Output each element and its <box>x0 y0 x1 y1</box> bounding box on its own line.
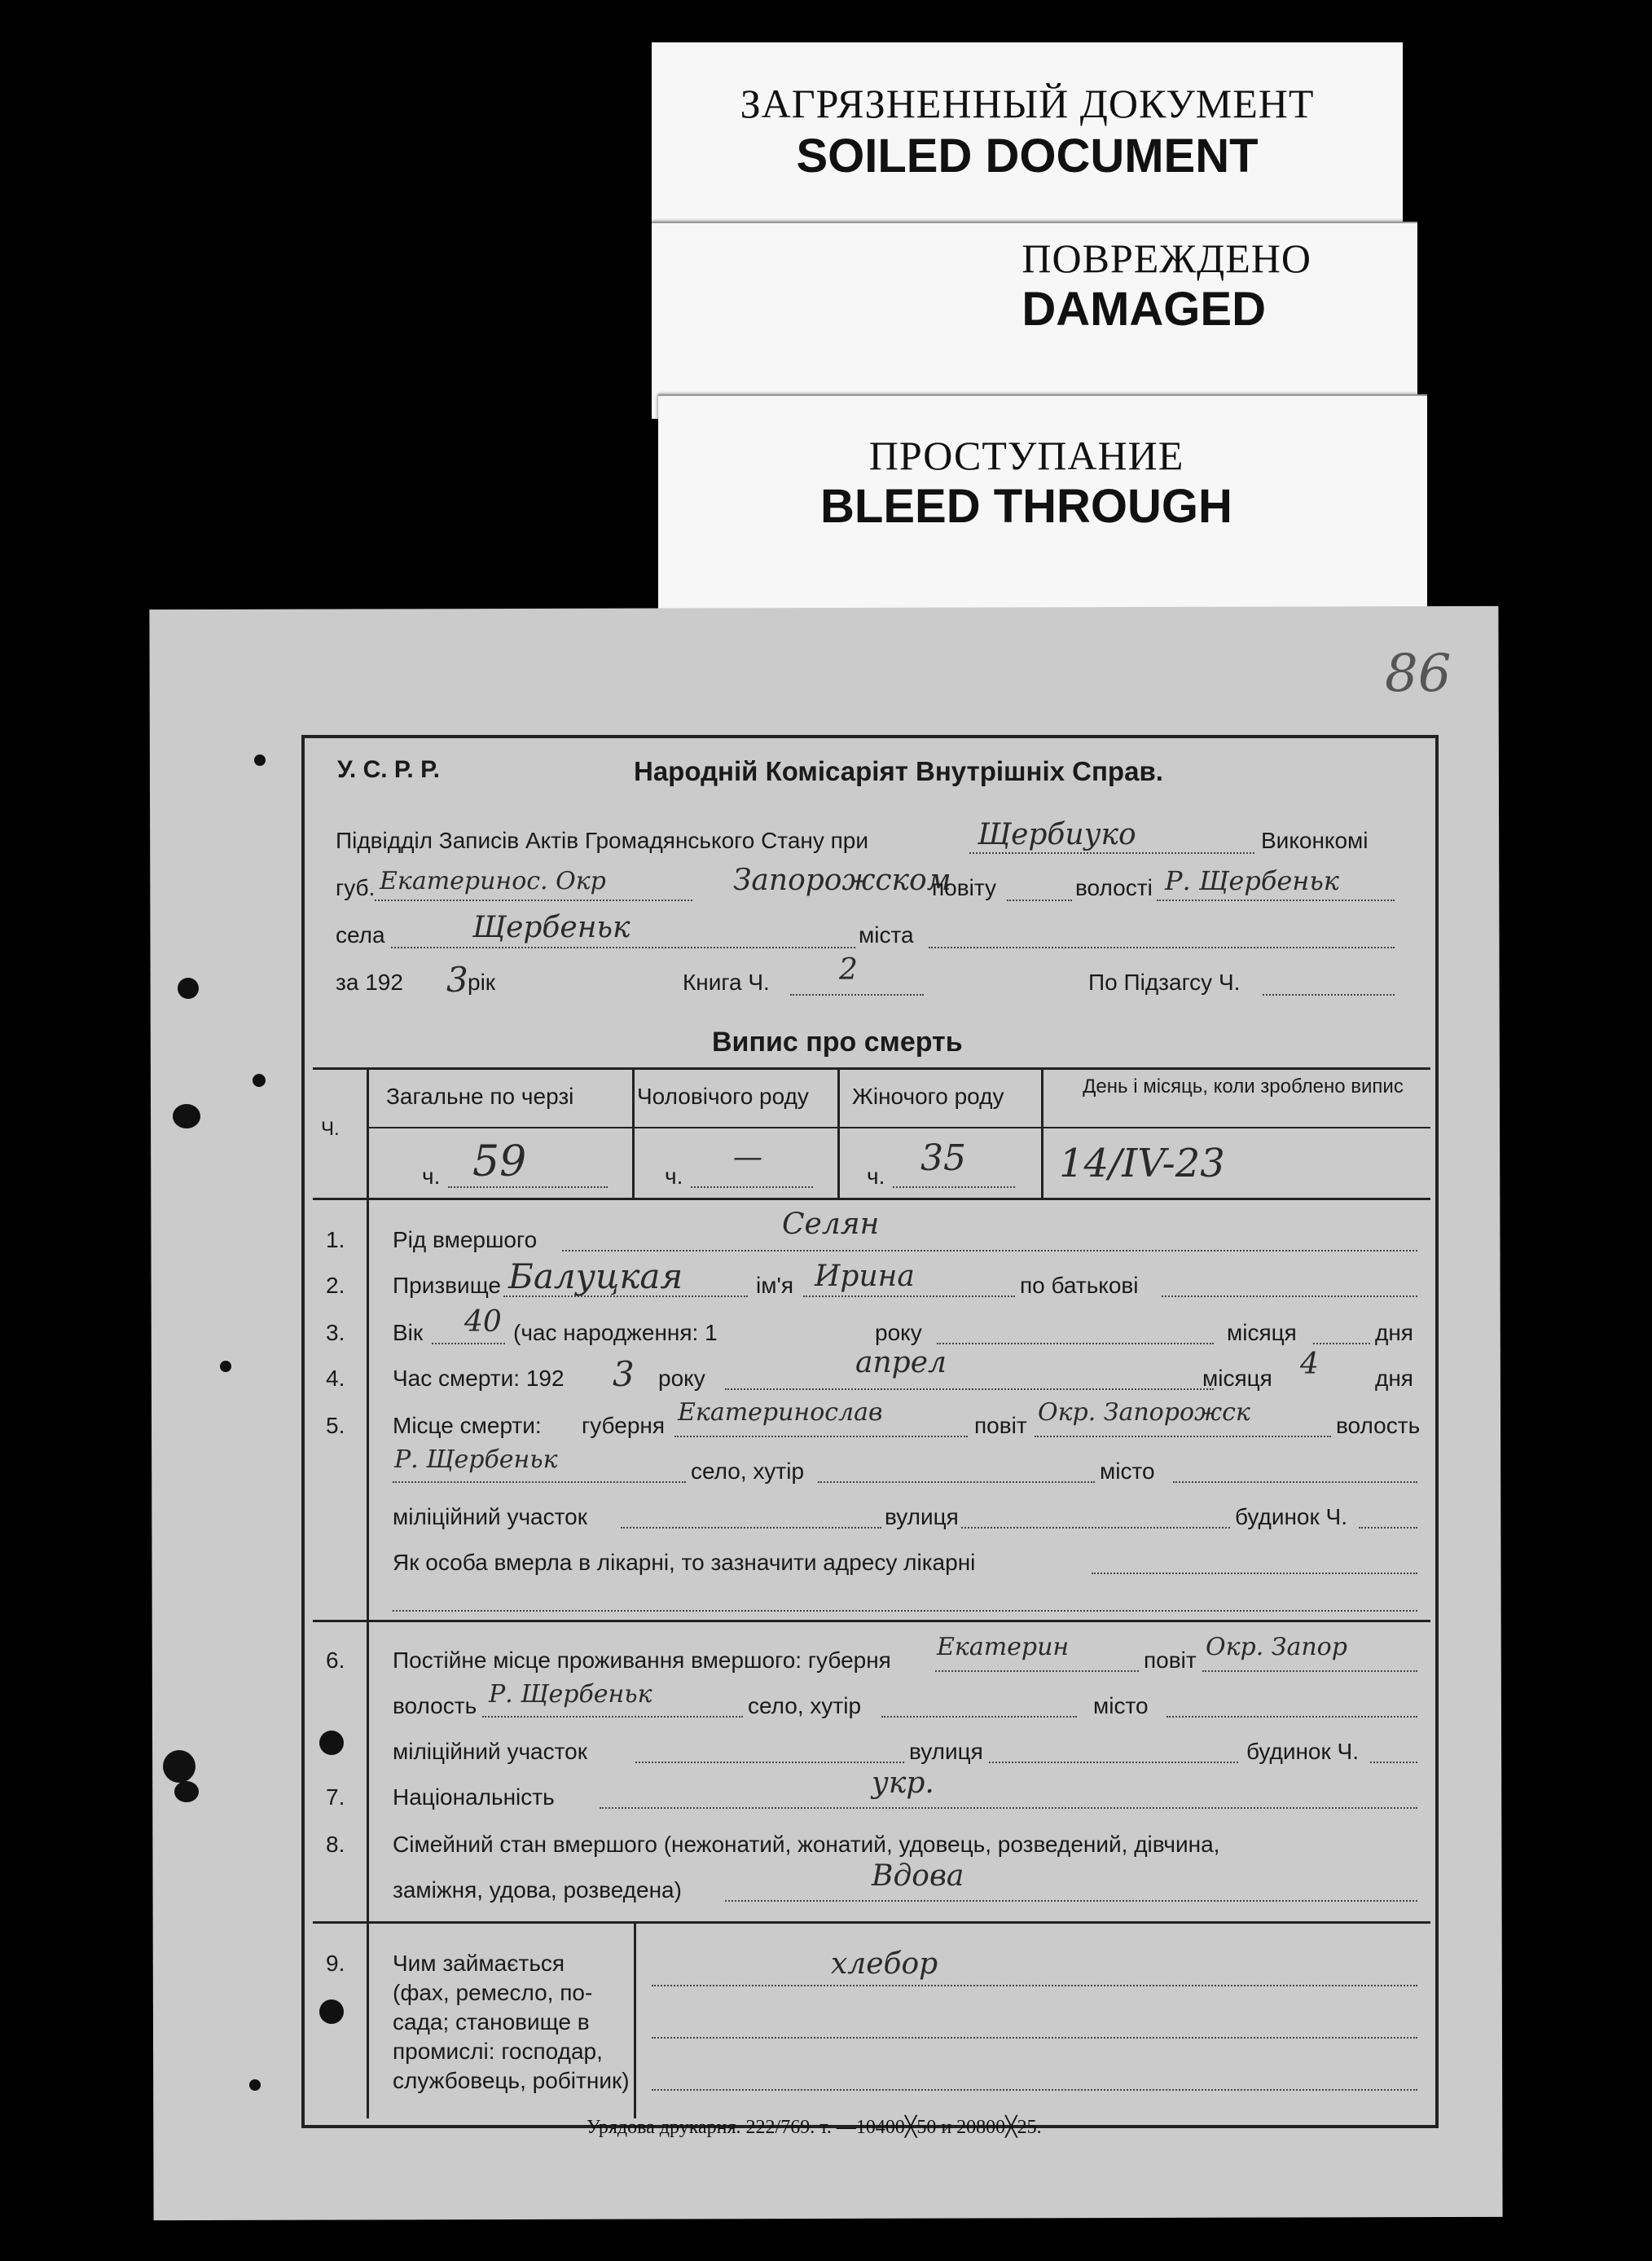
r6-gub-value: Екатерин <box>937 1633 1070 1661</box>
line <box>652 2089 1417 2091</box>
line <box>375 900 692 901</box>
line <box>818 1481 1095 1483</box>
r6-label: Постійне місце проживання вмершого: губерня <box>393 1647 891 1673</box>
punch-hole <box>220 1361 231 1372</box>
r3-day: дня <box>1375 1320 1413 1345</box>
volost-value: Р. Щербеньк <box>1165 865 1339 896</box>
line <box>393 1481 686 1483</box>
r1-value: Селян <box>782 1207 880 1241</box>
r8-value: Вдова <box>872 1859 964 1893</box>
bleed-label-ru: ПРОСТУПАНИЕ <box>868 433 1184 478</box>
gub-label: губ. <box>336 875 376 900</box>
book-label: Книга Ч. <box>683 970 770 995</box>
line <box>929 947 1395 948</box>
r3-birth: (час народження: 1 <box>513 1320 718 1345</box>
r9-line3: сада; становище в <box>393 2009 590 2034</box>
r9-line1: Чим займається <box>393 1951 565 1976</box>
soiled-label-en: SOILED DOCUMENT <box>796 130 1259 183</box>
r8-label: Сімейний стан вмершого (нежонатий, жонатий, удовець, розведений, дівчина, <box>393 1832 1220 1857</box>
r3-year: року <box>875 1320 922 1345</box>
row-number: 9. <box>326 1951 345 1976</box>
line <box>1173 1481 1417 1483</box>
mista-label: міста <box>859 922 914 948</box>
year-suffix: рік <box>468 970 496 995</box>
val2-prefix: ч. <box>665 1163 683 1189</box>
line <box>652 1985 1417 1986</box>
line <box>1313 1343 1370 1344</box>
line <box>691 1186 813 1188</box>
row-number: 5. <box>326 1413 345 1438</box>
line <box>881 1716 1077 1718</box>
row-number: 3. <box>326 1320 345 1345</box>
line <box>393 1610 1417 1612</box>
r6-povit: повіт <box>1144 1647 1197 1673</box>
r5-povit-value: Окр. Запорожск <box>1038 1398 1250 1427</box>
r9-line2: (фах, ремесло, по- <box>393 1980 593 2005</box>
row-number: 7. <box>326 1784 345 1810</box>
row-number: 1. <box>326 1227 345 1252</box>
r6-volost: волость <box>393 1693 477 1718</box>
line <box>1157 900 1395 901</box>
print-footer: Урядова друкарня. 222/769. т. —10400╳50 и 20800╳25. <box>587 2117 1042 2138</box>
line <box>969 852 1254 854</box>
subdept-label: Підвідділ Записів Актів Громадянського Стану при <box>336 828 869 853</box>
line <box>448 1186 608 1188</box>
r6-vulytsia: вулиця <box>909 1739 983 1764</box>
page-number: 86 <box>1385 644 1452 704</box>
r7-label: Національність <box>393 1784 555 1810</box>
line <box>935 1670 1139 1672</box>
row-number: 8. <box>326 1832 345 1857</box>
r4-year: 3 <box>613 1354 635 1394</box>
row-number: 6. <box>326 1647 345 1673</box>
row-number: 2. <box>326 1273 345 1298</box>
sela-label: села <box>336 922 385 948</box>
line <box>803 1295 1015 1297</box>
r5-label: Місце смерти: <box>393 1413 542 1438</box>
punch-hole <box>174 1781 199 1802</box>
r6-milits: міліційний участок <box>393 1739 587 1764</box>
damaged-label-en: DAMAGED <box>1022 283 1266 336</box>
rule <box>632 1067 635 1198</box>
r5-gub-value: Екатеринослав <box>678 1398 883 1427</box>
rule <box>1041 1067 1043 1198</box>
r6-selo: село, хутір <box>748 1693 862 1718</box>
rule <box>313 1198 1430 1200</box>
line <box>1359 1527 1417 1529</box>
r6-volost-value: Р. Щербеньк <box>489 1680 652 1709</box>
r2-value: Балуцкая <box>508 1256 683 1296</box>
rule <box>367 1067 369 1198</box>
val-general: 59 <box>472 1137 527 1186</box>
r4-day: дня <box>1375 1366 1413 1391</box>
year-label: за 192 <box>336 970 403 995</box>
line <box>725 1388 1214 1390</box>
rule <box>313 1921 1430 1924</box>
r5-milits: міліційний участок <box>393 1504 587 1529</box>
gub-value: Екатеринос. Окр <box>380 867 606 895</box>
line <box>1167 1716 1417 1718</box>
r5-vulytsia: вулиця <box>885 1504 959 1529</box>
val-female: 35 <box>920 1137 966 1179</box>
soiled-label-ru: ЗАГРЯЗНЕННЫЙ ДОКУМЕНТ <box>740 81 1315 126</box>
r4-month: місяця <box>1202 1366 1272 1391</box>
punch-hole <box>163 1750 196 1783</box>
line <box>621 1527 881 1529</box>
r4-label: Час смерти: 192 <box>393 1366 565 1391</box>
rule <box>837 1067 840 1198</box>
r5-volost: волость <box>1336 1413 1421 1438</box>
r5-budynok: будинок Ч. <box>1235 1504 1347 1529</box>
line <box>562 1250 1417 1251</box>
r2-patr-label: по батькові <box>1020 1273 1139 1298</box>
r8-label2: заміжня, удова, розведена) <box>393 1877 682 1902</box>
r6-povit-value: Окр. Запор <box>1206 1633 1347 1661</box>
line <box>790 994 924 996</box>
executive-committee-label: Виконкомі <box>1261 828 1369 853</box>
r5-selo: село, хутір <box>691 1458 805 1484</box>
line <box>674 1436 968 1437</box>
line <box>989 1762 1238 1763</box>
line <box>1035 1436 1331 1437</box>
form-title: Випис про смерть <box>712 1027 963 1058</box>
col-date: День і місяць, коли зроблено випис <box>1083 1076 1404 1098</box>
r7-value: укр. <box>872 1766 934 1800</box>
r9-value: хлебор <box>831 1947 938 1981</box>
val3-prefix: ч. <box>867 1163 885 1189</box>
line <box>893 1186 1015 1188</box>
year-value: 3 <box>446 960 468 1000</box>
book-value: 2 <box>839 953 858 987</box>
r5-povit: повіт <box>974 1413 1027 1438</box>
r9-line5: службовець, робітник) <box>393 2068 630 2093</box>
line <box>1370 1762 1417 1763</box>
line <box>1263 994 1395 996</box>
line <box>652 2037 1417 2039</box>
damaged-label <box>652 222 1417 419</box>
header-ussr: У. С. Р. Р. <box>337 756 440 783</box>
line <box>937 1343 1214 1344</box>
r4-day-value: 4 <box>1300 1348 1319 1381</box>
line <box>391 947 855 948</box>
rule <box>634 1921 636 2118</box>
val-male: — <box>733 1141 762 1174</box>
line <box>432 1343 505 1344</box>
r2-name: Ирина <box>815 1260 915 1293</box>
r4-month-value: апрел <box>855 1346 947 1379</box>
punch-hole <box>173 1104 200 1128</box>
header-title: Народній Комісаріят Внутрішніх Справ. <box>634 756 1163 786</box>
line <box>1092 1573 1417 1574</box>
punch-hole <box>249 2079 261 2091</box>
r5-hospital: Як особа вмерла в лікарні, то зазначити адресу лікарні <box>393 1550 976 1575</box>
subzags-label: По Підзагсу Ч. <box>1088 970 1241 995</box>
r6-budynok: будинок Ч. <box>1246 1739 1359 1764</box>
col-male: Чоловічого роду <box>637 1084 809 1109</box>
line <box>635 1762 904 1763</box>
rule <box>368 1127 1430 1128</box>
val1-prefix: ч. <box>422 1163 441 1189</box>
r5-sub-value: Р. Щербеньк <box>394 1445 558 1474</box>
line <box>1162 1295 1417 1297</box>
povit-value: Запорожском <box>733 864 951 897</box>
line <box>961 1527 1230 1529</box>
col-general: Загальне по черзі <box>386 1084 574 1109</box>
r3-month: місяця <box>1227 1320 1297 1345</box>
line <box>725 1900 1417 1902</box>
r2-name-label: ім'я <box>756 1273 793 1298</box>
r3-label: Вік <box>393 1320 424 1345</box>
r5-gub: губерня <box>582 1413 666 1438</box>
r3-value: 40 <box>464 1305 502 1339</box>
line <box>482 1716 743 1718</box>
r6-misto: місто <box>1093 1693 1149 1718</box>
damaged-label-ru: ПОВРЕЖДЕНО <box>1022 235 1311 281</box>
subdept-value: Щербиуко <box>978 818 1136 851</box>
val-date: 14/IV-23 <box>1059 1141 1225 1186</box>
r2-label: Призвище <box>393 1273 501 1298</box>
line <box>600 1807 1417 1809</box>
line <box>1007 900 1072 901</box>
r9-line4: промислі: господар, <box>393 2039 603 2064</box>
punch-hole <box>178 978 199 999</box>
bleed-through-label <box>658 394 1427 612</box>
r4-year-label: року <box>658 1366 705 1391</box>
sela-value: Щербеньк <box>472 911 630 944</box>
rule <box>367 1198 369 2118</box>
punch-hole <box>254 754 266 766</box>
povit-label: повіту <box>932 875 996 900</box>
volost-label: волості <box>1075 875 1153 900</box>
bleed-label-en: BLEED THROUGH <box>820 480 1232 533</box>
r5-misto: місто <box>1100 1458 1155 1484</box>
line <box>1202 1670 1417 1672</box>
r1-label: Рід вмершого <box>393 1227 538 1252</box>
punch-hole <box>253 1074 266 1087</box>
table-ch-header: Ч. <box>321 1118 340 1140</box>
rule <box>313 1620 1430 1622</box>
rule <box>313 1067 1430 1070</box>
row-number: 4. <box>326 1366 345 1391</box>
col-female: Жіночого роду <box>852 1084 1004 1109</box>
